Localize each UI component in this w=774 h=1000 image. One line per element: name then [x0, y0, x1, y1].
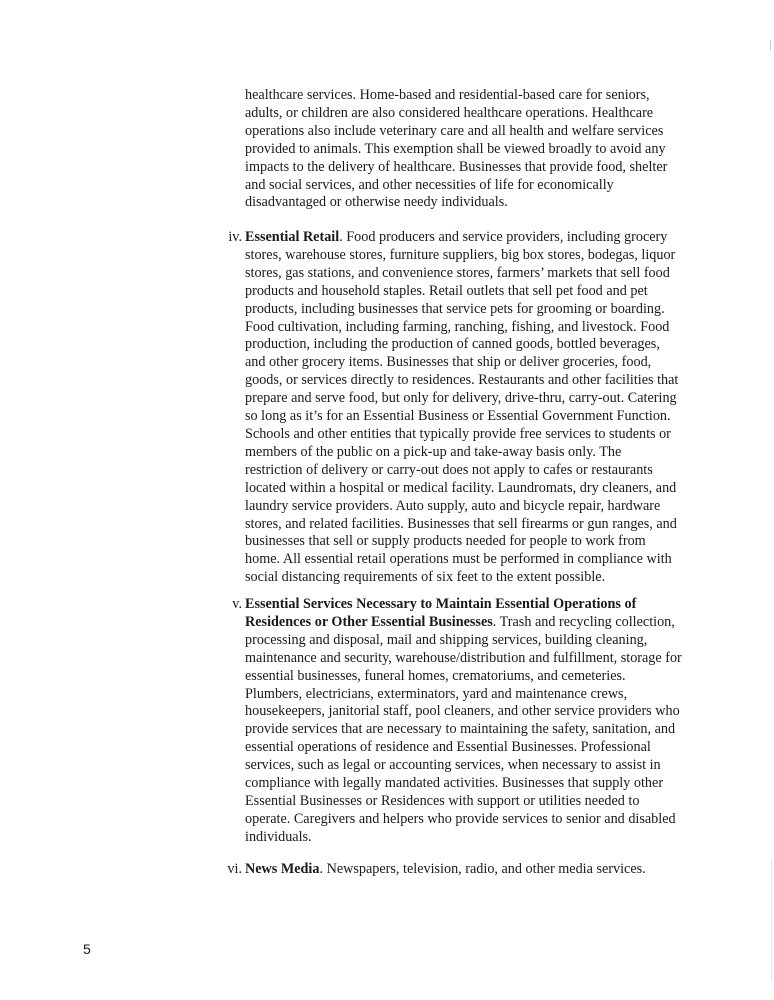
item-body	[245, 229, 682, 587]
item-number: v.	[232, 596, 242, 612]
item-body	[245, 861, 682, 879]
scan-edge-mark	[771, 860, 772, 980]
item-heading: Essential Services Necessary to Maintain Essential Operations of Residences or Other Essential Businesses	[245, 596, 637, 630]
page-number: 5	[83, 941, 91, 957]
item-number: vi.	[227, 861, 242, 877]
item-text: . Newspapers, television, radio, and other media services.	[319, 861, 646, 877]
item-body	[245, 596, 682, 847]
scan-edge-mark	[770, 40, 771, 50]
item-text: . Trash and recycling collection, processing and disposal, mail and shipping services, building cleaning, maintenance and security, warehouse/distribution and fulfillment, storage for essential businesses, funeral homes, crematoriums, and cemeteries. Plumbers, electricians, exterminators, yard and maintenance crews, housekeepers, janitorial staff, pool cleaners, and other service providers who provide services that are necessary to maintaining the safety, sanitation, and essential operations of residence and Essential Businesses. Professional services, such as legal or accounting services, when necessary to assist in compliance with legally mandated activities. Businesses that supply other Essential Businesses or Residences with support or utilities needed to operate. Caregivers and helpers who provide services to senior and disabled individuals.	[245, 613, 682, 845]
item-heading: News Media	[245, 861, 320, 877]
item-text: . Food producers and service providers, including grocery stores, warehouse stores, furniture suppliers, big box stores, bodegas, liquor stores, gas stations, and convenience stores, farmers’ markets that sell food products and household staples. Retail outlets that sell pet food and pet products, including businesses that service pets for grooming or boarding. Food cultivation, including farming, ranching, fishing, and livestock. Food production, including the production of canned goods, bottled beverages, and other grocery items. Businesses that ship or deliver groceries, food, goods, or services directly to residences. Restaurants and other facilities that prepare and serve food, but only for delivery, drive-thru, carry-out. Catering so long as it’s for an Essential Business or Essential Government Function. Schools and other entities that typically provide free services to students or members of the public on a pick-up and take-away basis only. The restriction of delivery or carry-out does not apply to cafes or restaurants located within a hospital or medical facility. Laundromats, dry cleaners, and laundry service providers. Auto supply, auto and bicycle repair, hardware stores, and related facilities. Businesses that sell firearms or gun ranges, and businesses that sell or supply products needed for people to work from home. All essential retail operations must be performed in compliance with social distancing requirements of six feet to the extent possible.	[245, 229, 679, 586]
item-heading: Essential Retail	[245, 229, 340, 245]
intro-paragraph: healthcare services. Home-based and residential-based care for seniors, adults, or children are also considered healthcare operations. Healthcare operations also include veterinary care and all health and welfare services provided to animals. This exemption shall be viewed broadly to avoid any impacts to the delivery of healthcare. Businesses that provide food, shelter and social services, and other necessities of life for economically disadvantaged or otherwise needy individuals.	[245, 87, 668, 211]
item-number: iv.	[228, 229, 242, 245]
